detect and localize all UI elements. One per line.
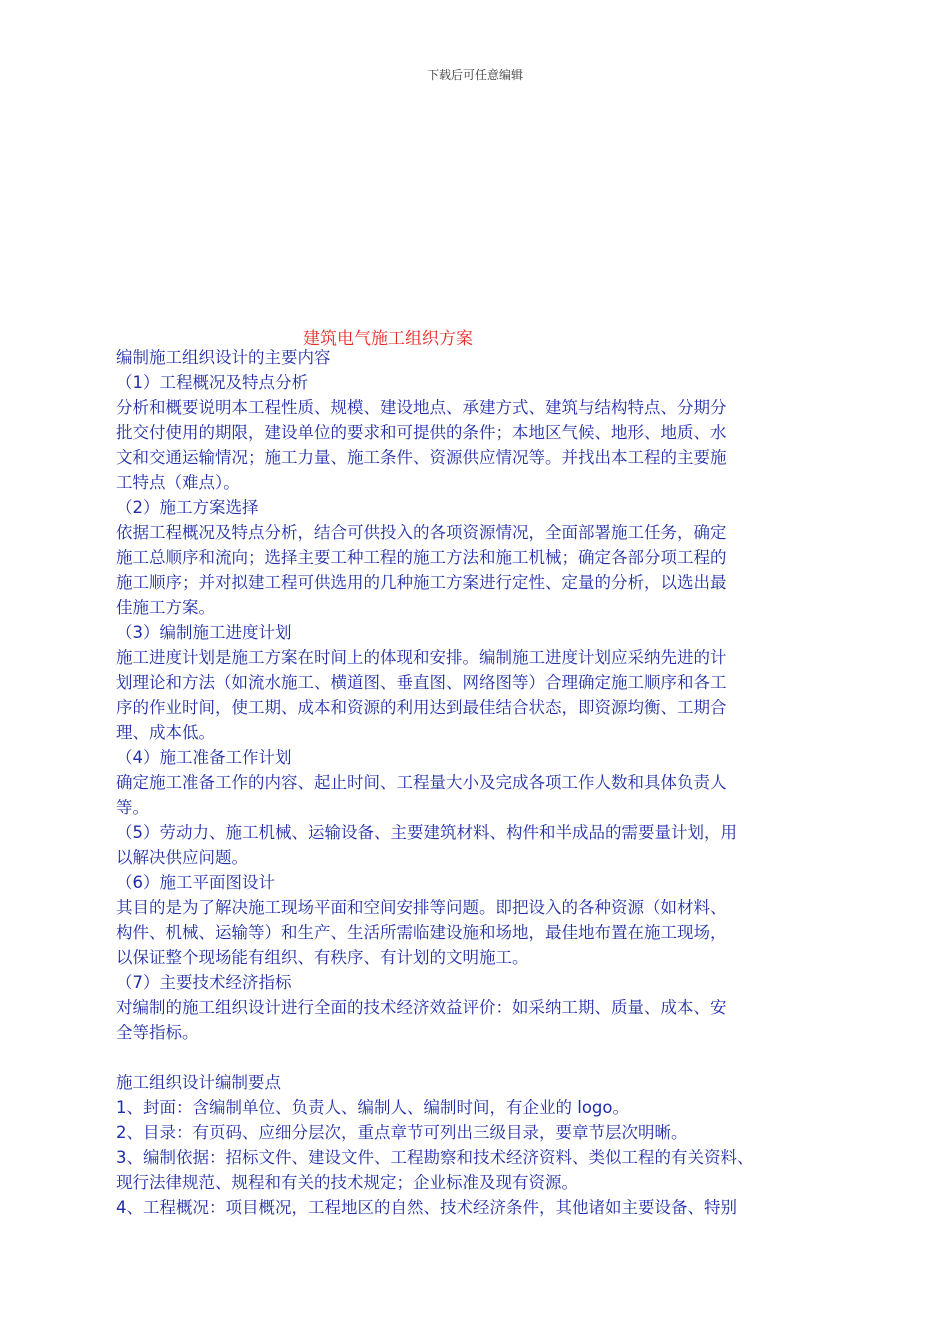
text-line: （5）劳动力、施工机械、运输设备、主要建筑材料、构件和半成品的需要量计划，用 [116, 823, 737, 842]
text-line: 依据工程概况及特点分析，结合可供投入的各项资源情况，全面部署施工任务，确定 [116, 523, 727, 542]
text-line: （6）施工平面图设计 [116, 873, 275, 892]
text-line: 2、目录：有页码、应细分层次，重点章节可列出三级目录，要章节层次明晰。 [116, 1123, 688, 1142]
text-line: 工特点（难点）。 [116, 473, 240, 492]
text-line: 现行法律规范、规程和有关的技术规定；企业标准及现有资源。 [116, 1173, 578, 1192]
text-line: 施工进度计划是施工方案在时间上的体现和安排。编制施工进度计划应采纳先进的计 [116, 648, 727, 667]
text-line: 文和交通运输情况；施工力量、施工条件、资源供应情况等。并找出本工程的主要施 [116, 448, 727, 467]
blank-line [116, 1045, 846, 1070]
header-note: 下载后可任意编辑 [426, 68, 523, 82]
text-line: 其目的是为了解决施工现场平面和空间安排等问题。即把设入的各种资源（如材料、 [116, 898, 727, 917]
text-line: 等。 [116, 798, 149, 817]
text-line: 以保证整个现场能有组织、有秩序、有计划的文明施工。 [116, 948, 529, 967]
text-line: 3、编制依据：招标文件、建设文件、工程勘察和技术经济资料、类似工程的有关资料、 [116, 1148, 754, 1167]
text-line: 划理论和方法（如流水施工、横道图、垂直图、网络图等）合理确定施工顺序和各工 [116, 673, 727, 692]
text-line: （1）工程概况及特点分析 [116, 373, 308, 392]
text-line: （4）施工准备工作计划 [116, 748, 292, 767]
document-title: 建筑电气施工组织方案 [303, 329, 473, 349]
text-line: （7）主要技术经济指标 [116, 973, 292, 992]
text-line: 以解决供应问题。 [116, 848, 248, 867]
text-line: 佳施工方案。 [116, 598, 215, 617]
text-line: 构件、机械、运输等）和生产、生活所需临建设施和场地，最佳地布置在施工现场， [116, 923, 727, 942]
text-line: 对编制的施工组织设计进行全面的技术经济效益评价：如采纳工期、质量、成本、安 [116, 998, 727, 1017]
text-line: 理、成本低。 [116, 723, 215, 742]
text-line: 确定施工准备工作的内容、起止时间、工程量大小及完成各项工作人数和具体负责人 [116, 773, 727, 792]
text-line: 全等指标。 [116, 1023, 199, 1042]
text-line: 序的作业时间，使工期、成本和资源的利用达到最佳结合状态，即资源均衡、工期合 [116, 698, 727, 717]
text-line: 施工总顺序和流向；选择主要工种工程的施工方法和施工机械；确定各部分项工程的 [116, 548, 727, 567]
text-line: 批交付使用的期限，建设单位的要求和可提供的条件；本地区气候、地形、地质、水 [116, 423, 727, 442]
document-body [116, 345, 846, 1220]
text-line: （2）施工方案选择 [116, 498, 259, 517]
text-line: 施工组织设计编制要点 [116, 1073, 281, 1092]
text-line: 施工顺序；并对拟建工程可供选用的几种施工方案进行定性、定量的分析，以选出最 [116, 573, 727, 592]
text-line: （3）编制施工进度计划 [116, 623, 292, 642]
text-line: 分析和概要说明本工程性质、规模、建设地点、承建方式、建筑与结构特点、分期分 [116, 398, 727, 417]
text-line: 编制施工组织设计的主要内容 [116, 348, 331, 367]
text-line: 1、封面：含编制单位、负责人、编制人、编制时间，有企业的 logo。 [116, 1098, 629, 1117]
text-line: 4、工程概况：项目概况，工程地区的自然、技术经济条件，其他诸如主要设备、特别 [116, 1198, 737, 1217]
